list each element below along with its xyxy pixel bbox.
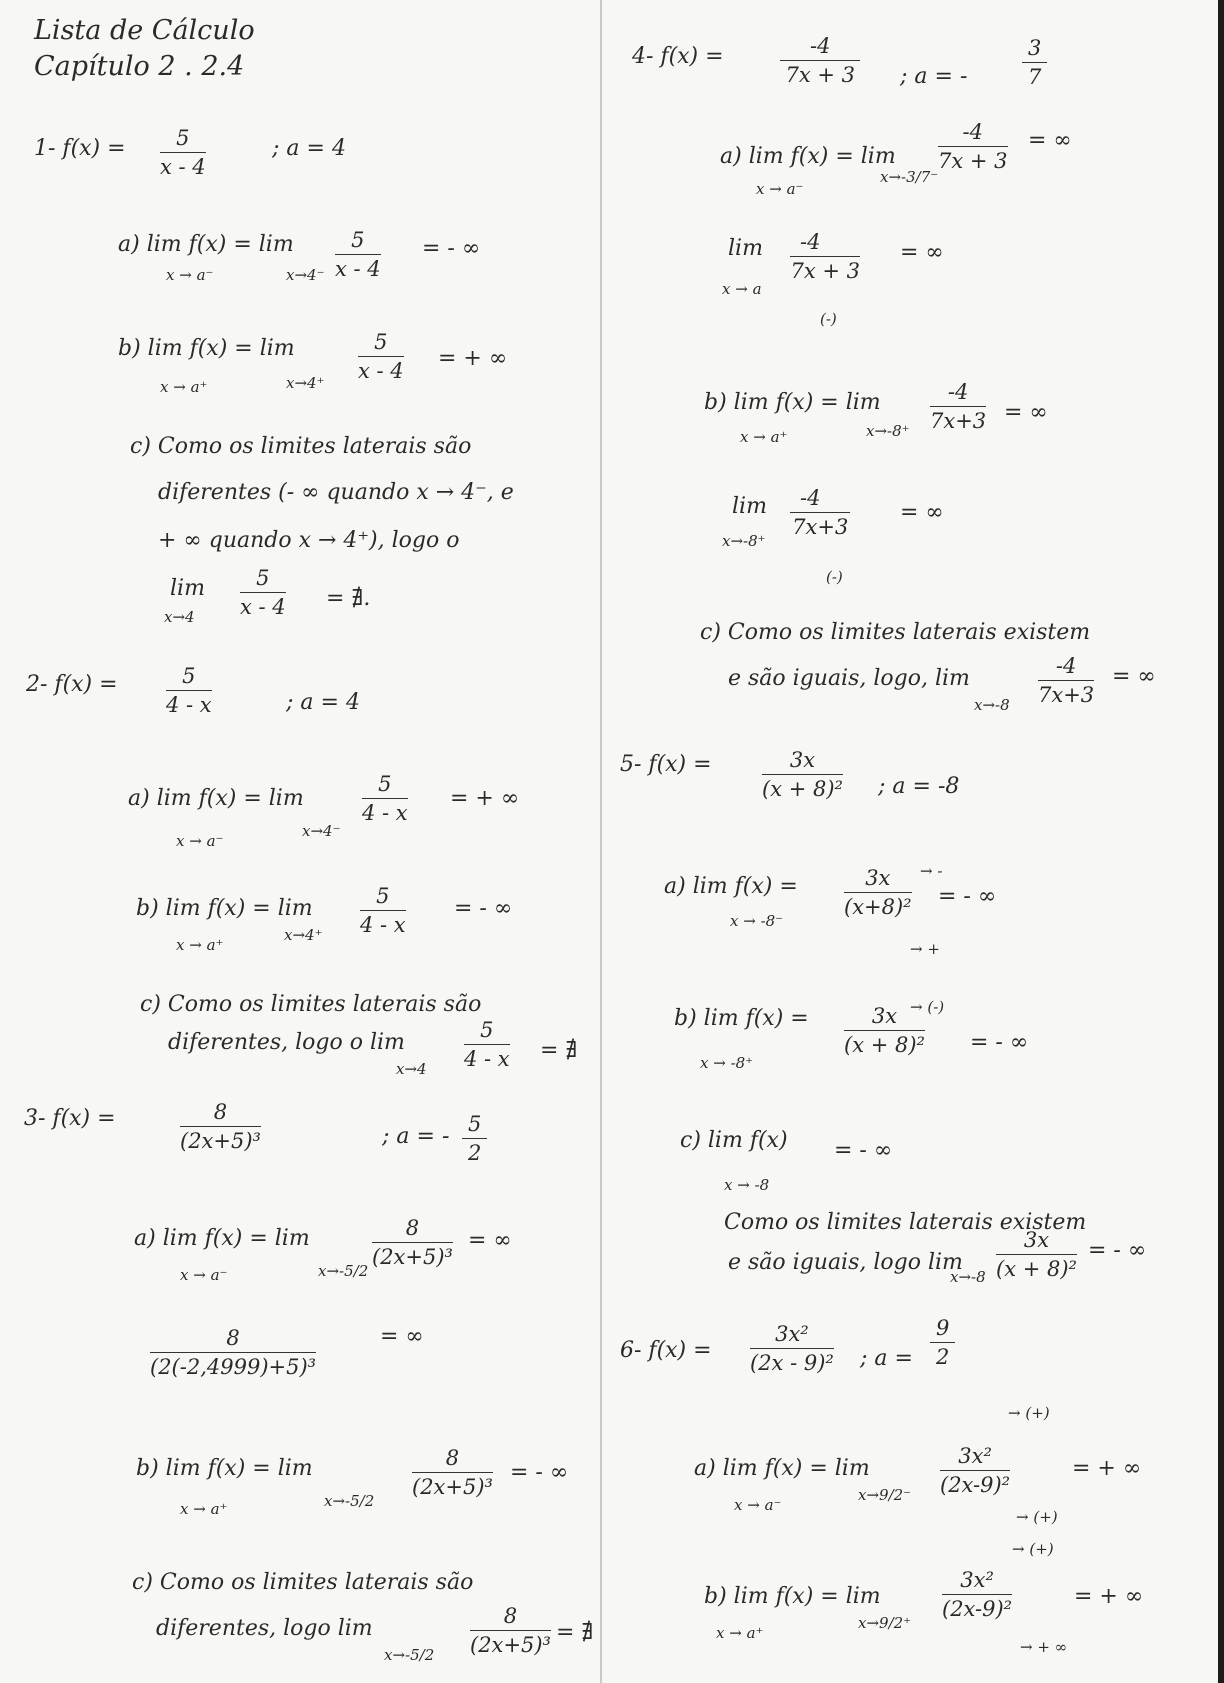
p1-num: 5 <box>160 126 206 153</box>
p6a-sub2: x→9/2⁻ <box>858 1486 912 1504</box>
p2-head: 2- f(x) = <box>26 672 118 697</box>
p4a-fraction <box>938 120 1008 173</box>
p3c-den: (2x+5)³ <box>470 1633 551 1657</box>
p1c-sub: x→4 <box>164 608 195 626</box>
p1-fraction <box>160 126 206 179</box>
p1b-result: = + ∞ <box>438 346 508 371</box>
p4b-den: 7x+3 <box>930 409 987 433</box>
p6a-num: 3x² <box>940 1444 1010 1471</box>
p4-num: -4 <box>780 34 860 61</box>
p3b-sub1: x → a⁺ <box>180 1500 228 1518</box>
p5a-den: (x+8)² <box>844 895 912 919</box>
p2c-line2: diferentes, logo o lim <box>168 1030 405 1055</box>
p6-a-fraction <box>930 1316 955 1369</box>
p4c-num: -4 <box>1038 654 1094 681</box>
p1b-sub2: x→4⁺ <box>286 374 325 392</box>
column-divider <box>600 0 602 1683</box>
p4a2-lim: lim <box>728 236 763 261</box>
p1a-num: 5 <box>335 228 381 255</box>
p4c-line1: c) Como os limites laterais existem <box>700 620 1091 645</box>
p6a-label: a) lim f(x) = lim <box>694 1456 870 1481</box>
p6b-label: b) lim f(x) = lim <box>704 1584 881 1609</box>
p2a-den: 4 - x <box>362 801 408 825</box>
p3a-fraction <box>372 1216 453 1269</box>
p2c-sub: x→4 <box>396 1060 427 1078</box>
p5c-den: (x + 8)² <box>996 1257 1077 1281</box>
p2c-result: = ∄ <box>540 1038 578 1063</box>
p3c-fraction <box>470 1604 551 1657</box>
p3-den: (2x+5)³ <box>180 1129 261 1153</box>
p1c-lim: lim <box>170 576 205 601</box>
p5b-num: 3x <box>844 1004 925 1031</box>
p2a-sub1: x → a⁻ <box>176 832 224 850</box>
p4c-fraction <box>1038 654 1094 707</box>
p1-den: x - 4 <box>160 155 206 179</box>
p4a2-den: 7x + 3 <box>790 259 860 283</box>
p4b-label: b) lim f(x) = lim <box>704 390 881 415</box>
p1c-line1: c) Como os limites laterais são <box>130 434 472 459</box>
p2a-result: = + ∞ <box>450 786 520 811</box>
p3-a-den: 2 <box>468 1141 482 1165</box>
p2c-fraction <box>464 1018 510 1071</box>
p2b-num: 5 <box>360 884 406 911</box>
p1a-fraction <box>335 228 381 281</box>
p3a-label: a) lim f(x) = lim <box>134 1226 310 1251</box>
p3-a-value: ; a = - <box>382 1124 450 1149</box>
p3b-num: 8 <box>412 1446 493 1473</box>
p5b-den: (x + 8)² <box>844 1033 925 1057</box>
p4a2-sub: x → a <box>722 280 762 298</box>
p3b-den: (2x+5)³ <box>412 1475 493 1499</box>
p4a-label: a) lim f(x) = lim <box>720 144 896 169</box>
p2a-fraction <box>362 772 408 825</box>
p3-head: 3- f(x) = <box>24 1106 116 1131</box>
p2-den: 4 - x <box>166 693 212 717</box>
p4-den: 7x + 3 <box>785 63 855 87</box>
p6a-result: = + ∞ <box>1072 1456 1142 1481</box>
p1-a-value: ; a = 4 <box>272 136 346 161</box>
p2b-sub2: x→4⁺ <box>284 926 323 944</box>
p3a-den: (2x+5)³ <box>372 1245 453 1269</box>
p5b-result: = - ∞ <box>970 1030 1029 1055</box>
p1a-sub1: x → a⁻ <box>166 266 214 284</box>
p6-a-value: ; a = <box>860 1346 913 1371</box>
p4b2-result: = ∞ <box>900 500 944 525</box>
p5a-num: 3x <box>844 866 912 893</box>
p6a-sign-num: → (+) <box>1008 1404 1050 1422</box>
chapter-label: Capítulo 2 . 2.4 <box>34 51 245 82</box>
p6-a-den: 2 <box>936 1345 950 1369</box>
p3c-result: = ∄ <box>556 1620 594 1645</box>
p2b-den: 4 - x <box>360 913 406 937</box>
p3c-line1: c) Como os limites laterais são <box>132 1570 474 1595</box>
p4b-sub1: x → a⁺ <box>740 428 788 446</box>
p4-a-den: 7 <box>1028 65 1042 89</box>
p4b2-den: 7x+3 <box>792 515 849 539</box>
p3-check-num: 8 <box>150 1326 316 1353</box>
p5c-sub: x → -8 <box>724 1176 770 1194</box>
p5c-sub2: x→-8 <box>950 1268 986 1286</box>
p3c-num: 8 <box>470 1604 551 1631</box>
p5a-sub: x → -8⁻ <box>730 912 784 930</box>
p6b-fraction <box>942 1568 1012 1621</box>
p4a-sub1: x → a⁻ <box>756 180 804 198</box>
p5c-label: c) lim f(x) <box>680 1128 788 1153</box>
p1b-fraction <box>358 330 404 383</box>
p3-check-result: = ∞ <box>380 1324 424 1349</box>
p3b-result: = - ∞ <box>510 1460 569 1485</box>
p1a-label: a) lim f(x) = lim <box>118 232 294 257</box>
p3-fraction <box>180 1100 261 1153</box>
p2-num: 5 <box>166 664 212 691</box>
p5a-result: = - ∞ <box>938 884 997 909</box>
p6b-sign-den: → + ∞ <box>1020 1638 1068 1656</box>
p4c-result: = ∞ <box>1112 664 1156 689</box>
p4b2-sign: (-) <box>826 568 843 586</box>
p4b-result: = ∞ <box>1004 400 1048 425</box>
p6a-den: (2x-9)² <box>940 1473 1011 1497</box>
p6b-sub1: x → a⁺ <box>716 1624 764 1642</box>
p5a-sign-num: → - <box>920 862 943 880</box>
p2a-sub2: x→4⁻ <box>302 822 341 840</box>
p1b-label: b) lim f(x) = lim <box>118 336 295 361</box>
p1c-line2: diferentes (- ∞ quando x → 4⁻, e <box>158 480 514 505</box>
p3c-line2: diferentes, logo lim <box>156 1616 373 1641</box>
p6a-fraction <box>940 1444 1010 1497</box>
p3-a-fraction <box>462 1112 487 1165</box>
p6a-sign-den: → (+) <box>1016 1508 1058 1526</box>
p4b2-num: -4 <box>790 486 850 513</box>
p3b-fraction <box>412 1446 493 1499</box>
p2a-num: 5 <box>362 772 408 799</box>
p4a2-result: = ∞ <box>900 240 944 265</box>
p5c-result2: = - ∞ <box>1088 1238 1147 1263</box>
p4a-result: = ∞ <box>1028 128 1072 153</box>
right-column <box>604 0 1210 1683</box>
p2c-den: 4 - x <box>464 1047 510 1071</box>
p6-fraction <box>750 1322 834 1375</box>
p5c-fraction <box>996 1228 1077 1281</box>
p1b-den: x - 4 <box>358 359 404 383</box>
p2b-label: b) lim f(x) = lim <box>136 896 313 921</box>
p2c-line1: c) Como os limites laterais são <box>140 992 482 1017</box>
p4-a-num: 3 <box>1022 36 1047 63</box>
p6b-result: = + ∞ <box>1074 1584 1144 1609</box>
p4a-sub2: x→-3/7⁻ <box>880 168 939 186</box>
p2b-sub1: x → a⁺ <box>176 936 224 954</box>
p6-head: 6- f(x) = <box>620 1338 712 1363</box>
p3-check-den: (2(-2,4999)+5)³ <box>150 1355 317 1379</box>
p6b-den: (2x-9)² <box>942 1597 1013 1621</box>
p3b-sub2: x→-5/2 <box>324 1492 375 1510</box>
p6-den: (2x - 9)² <box>750 1351 834 1375</box>
page-edge <box>1218 0 1224 1683</box>
p3a-sub2: x→-5/2 <box>318 1262 369 1280</box>
p5c-result: = - ∞ <box>834 1138 893 1163</box>
p4b2-sub: x→-8⁺ <box>722 532 766 550</box>
p2c-num: 5 <box>464 1018 510 1045</box>
p3-a-num: 5 <box>462 1112 487 1139</box>
p1a-sub2: x→4⁻ <box>286 266 325 284</box>
p4a-den: 7x + 3 <box>938 149 1008 173</box>
p4a2-sign: (-) <box>820 310 837 328</box>
p4b2-fraction <box>790 486 850 539</box>
p4b2-lim: lim <box>732 494 767 519</box>
p3-check-fraction <box>150 1326 316 1379</box>
p5c-num: 3x <box>996 1228 1077 1255</box>
p5c-line1: Como os limites laterais existem <box>724 1210 1087 1235</box>
left-column <box>0 0 598 1683</box>
p4b-sub2: x→-8⁺ <box>866 422 910 440</box>
p5c-line2: e são iguais, logo lim <box>728 1250 963 1275</box>
p1b-num: 5 <box>358 330 404 357</box>
p3c-sub: x→-5/2 <box>384 1646 435 1664</box>
p5-num: 3x <box>762 748 843 775</box>
p6b-sign-num: → (+) <box>1012 1540 1054 1558</box>
p2b-result: = - ∞ <box>454 896 513 921</box>
p4-a-value: ; a = - <box>900 64 968 89</box>
p6b-sub2: x→9/2⁺ <box>858 1614 912 1632</box>
p2a-label: a) lim f(x) = lim <box>128 786 304 811</box>
p6a-sub1: x → a⁻ <box>734 1496 782 1514</box>
p5-fraction <box>762 748 843 801</box>
p1c-line3: + ∞ quando x → 4⁺), logo o <box>158 528 460 553</box>
p4a2-num: -4 <box>790 230 860 257</box>
p5-a-value: ; a = -8 <box>878 774 960 799</box>
p1c-fraction <box>240 566 286 619</box>
p4b-fraction <box>930 380 986 433</box>
p2-fraction <box>166 664 212 717</box>
p4c-sub: x→-8 <box>974 696 1010 714</box>
p6b-num: 3x² <box>942 1568 1012 1595</box>
p5a-label: a) lim f(x) = <box>664 874 798 899</box>
p4c-line2: e são iguais, logo, lim <box>728 666 970 691</box>
p6-num: 3x² <box>750 1322 834 1349</box>
p3a-num: 8 <box>372 1216 453 1243</box>
p1c-result: = ∄. <box>326 586 371 611</box>
page-title: Lista de Cálculo <box>34 15 255 46</box>
p3-num: 8 <box>180 1100 261 1127</box>
p4c-den: 7x+3 <box>1038 683 1095 707</box>
p6-a-num: 9 <box>930 1316 955 1343</box>
p1c-num: 5 <box>240 566 286 593</box>
p5b-label: b) lim f(x) = <box>674 1006 809 1031</box>
p2b-fraction <box>360 884 406 937</box>
p5-den: (x + 8)² <box>762 777 843 801</box>
p3a-result: = ∞ <box>468 1228 512 1253</box>
p3a-sub1: x → a⁻ <box>180 1266 228 1284</box>
p1a-result: = - ∞ <box>422 236 481 261</box>
p5a-sign-den: → + <box>910 940 940 958</box>
p5-head: 5- f(x) = <box>620 752 712 777</box>
p1b-sub1: x → a⁺ <box>160 378 208 396</box>
p5b-sign-num: → (-) <box>910 998 945 1016</box>
p4a2-fraction <box>790 230 860 283</box>
p5b-sub: x → -8⁺ <box>700 1054 754 1072</box>
p1c-den: x - 4 <box>240 595 286 619</box>
p4-fraction <box>780 34 860 87</box>
p3b-label: b) lim f(x) = lim <box>136 1456 313 1481</box>
p1a-den: x - 4 <box>335 257 381 281</box>
p4-head: 4- f(x) = <box>632 44 724 69</box>
p2-a-value: ; a = 4 <box>286 690 360 715</box>
p4-a-fraction <box>1022 36 1047 89</box>
p4b-num: -4 <box>930 380 986 407</box>
p1-head: 1- f(x) = <box>34 136 126 161</box>
p4a-num: -4 <box>938 120 1008 147</box>
p5a-fraction <box>844 866 912 919</box>
